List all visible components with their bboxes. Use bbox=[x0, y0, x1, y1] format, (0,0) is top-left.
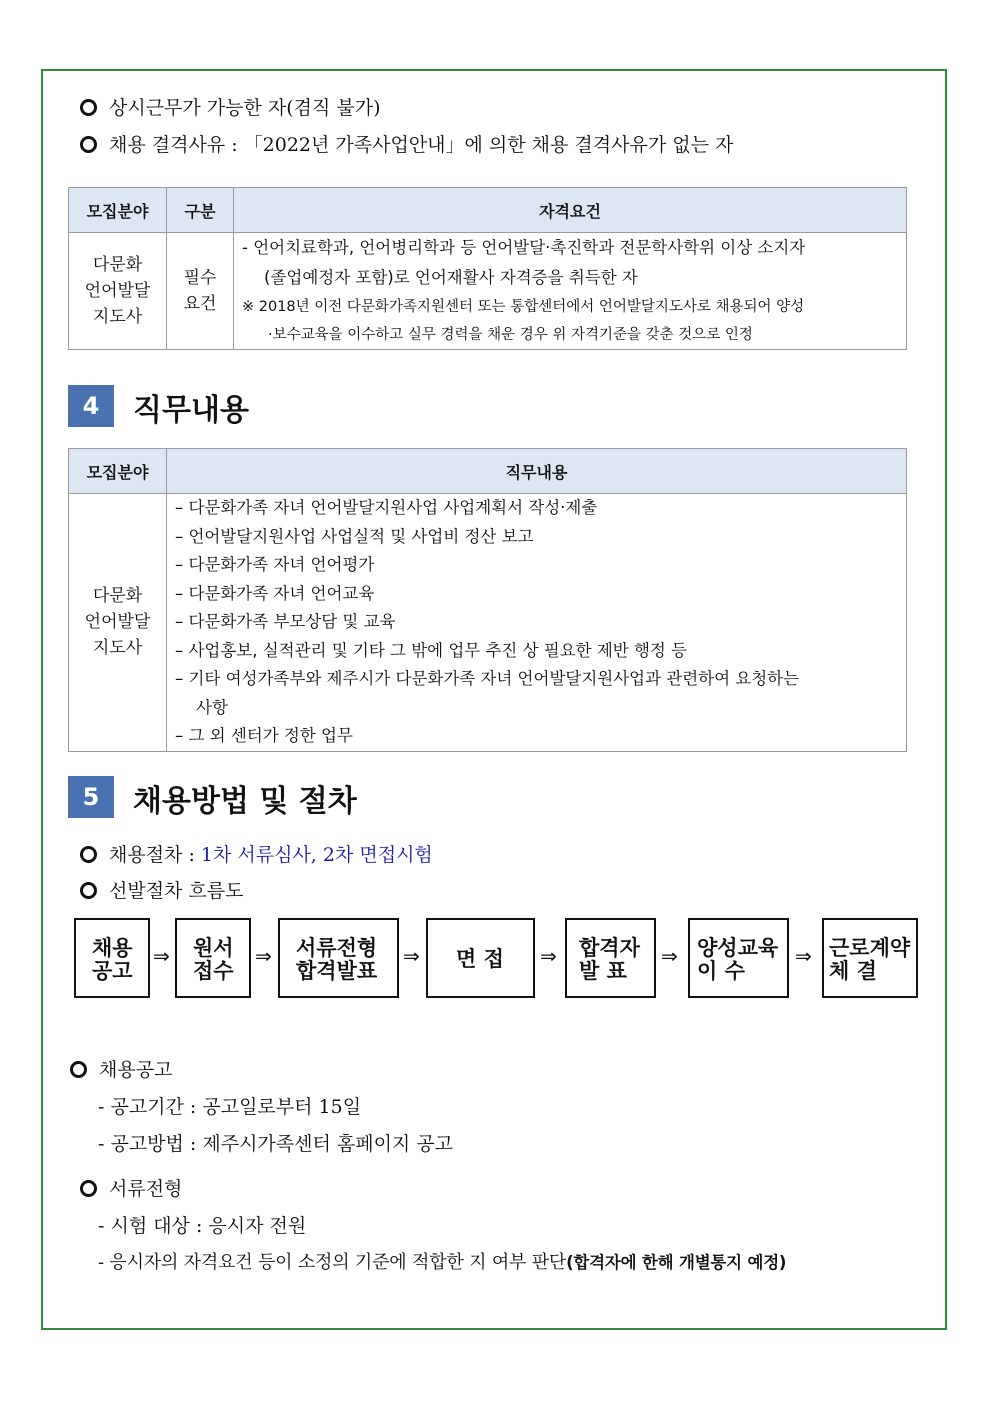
circle-bullet-icon bbox=[80, 1180, 97, 1197]
announcement-bullet: 채용공고 bbox=[70, 1055, 172, 1082]
duty-item: – 다문화가족 자녀 언어발달지원사업 사업계획서 작성·제출 bbox=[175, 498, 598, 517]
duty-item: – 기타 여성가족부와 제주시가 다문화가족 자녀 언어발달지원사업과 관련하여 요청하는 bbox=[175, 669, 800, 688]
announcement-item: - 공고기간 : 공고일로부터 15일 bbox=[98, 1096, 362, 1118]
document-screening-bullet: 서류전형 bbox=[80, 1174, 182, 1201]
intro-bullet-2: 채용 결격사유 : 「2022년 가족사업안내」에 의한 채용 결격사유가 없는 자 bbox=[80, 130, 733, 157]
header-field: 모집분야 bbox=[69, 449, 167, 494]
duty-item: – 다문화가족 자녀 언어교육 bbox=[175, 583, 375, 603]
flow-arrow-icon: ⇒ bbox=[661, 944, 678, 968]
duty-item: – 언어발달지원사업 사업실적 및 사업비 정산 보고 bbox=[175, 526, 534, 546]
announcement-item: - 공고방법 : 제주시가족센터 홈페이지 공고 bbox=[98, 1133, 454, 1155]
section-title: 채용방법 및 절차 bbox=[133, 784, 357, 819]
circle-bullet-icon bbox=[80, 136, 97, 153]
flow-step-document-screening: 서류전형 합격발표 bbox=[278, 918, 399, 998]
circle-bullet-icon bbox=[80, 882, 97, 899]
flow-step-announcement: 채용 공고 bbox=[74, 918, 150, 998]
flow-arrow-icon: ⇒ bbox=[403, 944, 420, 968]
section-number-badge: 5 bbox=[68, 776, 114, 818]
flow-step-interview: 면 접 bbox=[426, 918, 535, 998]
circle-bullet-icon bbox=[70, 1061, 87, 1078]
section-title: 직무내용 bbox=[133, 393, 249, 428]
circle-bullet-icon bbox=[80, 846, 97, 863]
duty-item: – 사업홍보, 실적관리 및 기타 그 밖에 업무 추진 상 필요한 제반 행정 등 bbox=[175, 640, 688, 660]
flow-step-training: 양성교육 이 수 bbox=[688, 918, 789, 998]
screening-item: - 응시자의 자격요건 등이 소정의 기준에 적합한 지 여부 판단(합격자에 한해 개별통지 예정) bbox=[98, 1252, 787, 1273]
flow-arrow-icon: ⇒ bbox=[255, 944, 272, 968]
duties-cell bbox=[167, 494, 907, 752]
flow-bullet: 선발절차 흐름도 bbox=[80, 876, 244, 903]
header-qualification: 자격요건 bbox=[234, 188, 907, 233]
flow-arrow-icon: ⇒ bbox=[540, 944, 557, 968]
duty-item: – 그 외 센터가 정한 업무 bbox=[175, 726, 353, 745]
section-number-badge: 4 bbox=[68, 385, 114, 427]
duty-item: – 다문화가족 부모상담 및 교육 bbox=[175, 612, 396, 631]
flow-step-application: 원서 접수 bbox=[175, 918, 251, 998]
category-cell: 필수 요건 bbox=[167, 233, 234, 350]
field-cell: 다문화 언어발달 지도사 bbox=[69, 494, 167, 752]
field-cell: 다문화 언어발달 지도사 bbox=[69, 233, 167, 350]
circle-bullet-icon bbox=[80, 99, 97, 116]
duties-table bbox=[68, 448, 907, 752]
flow-arrow-icon: ⇒ bbox=[153, 944, 170, 968]
duty-item: 사항 bbox=[196, 697, 228, 717]
screening-item: - 시험 대상 : 응시자 전원 bbox=[98, 1215, 307, 1237]
flow-step-pass-announcement: 합격자 발 표 bbox=[565, 918, 656, 998]
duty-item: – 다문화가족 자녀 언어평가 bbox=[175, 555, 375, 574]
procedure-bullet: 채용절차 : 1차 서류심사, 2차 면접시험 bbox=[80, 840, 433, 867]
header-field: 모집분야 bbox=[69, 188, 167, 233]
flow-arrow-icon: ⇒ bbox=[795, 944, 812, 968]
header-duties: 직무내용 bbox=[167, 449, 907, 494]
qualification-cell: - 언어치료학과, 언어병리학과 등 언어발달·촉진학과 전문학사학위 이상 소지자 (졸업예정자 포함)로 언어재활사 자격증을 취득한 자 ※ 2018년 이전 다문화가족지원센터 또는 통합센터에서 언어발달지도사로 채용되어 양성 ·보수교육을 이수하고 실무 경력을 채운 경우 위 자격기준을 갖춘 것으로 인정 bbox=[234, 233, 907, 350]
header-category: 구분 bbox=[167, 188, 234, 233]
flow-step-contract: 근로계약 체 결 bbox=[822, 918, 918, 998]
intro-bullet-1: 상시근무가 가능한 자(겸직 불가) bbox=[80, 93, 381, 120]
requirements-table bbox=[68, 187, 907, 350]
